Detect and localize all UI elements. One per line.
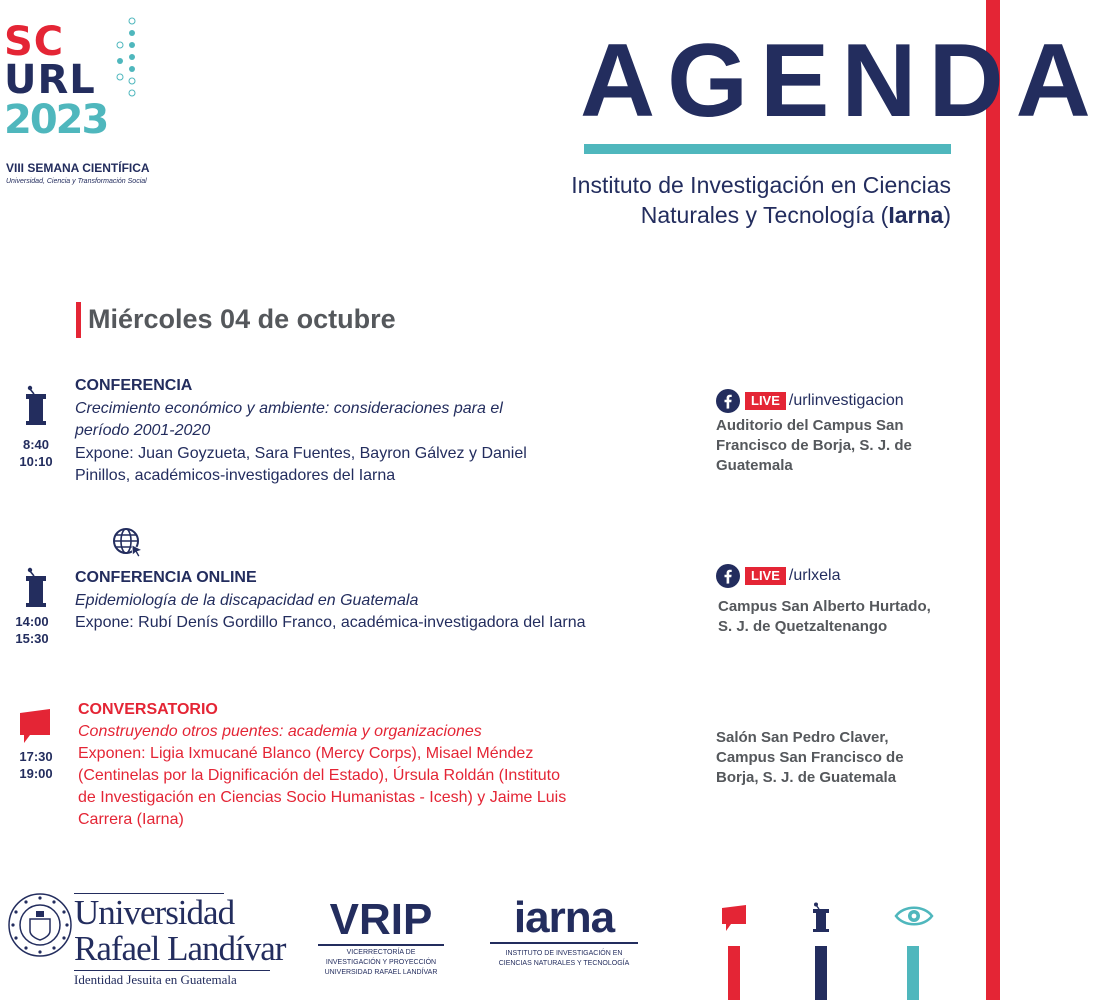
globe-icon xyxy=(112,527,144,557)
vrip-sub-line: VICERRECTORÍA DE xyxy=(346,949,416,956)
vrip-divider xyxy=(318,944,444,946)
logo-semana: VIII SEMANA CIENTÍFICA xyxy=(6,161,150,175)
title-line: Construyendo otros puentes: academia y organizaciones xyxy=(78,723,482,740)
location-line: Campus San Alberto Hurtado, xyxy=(718,598,931,615)
scurl-2023-logo xyxy=(4,16,154,196)
speaker-line: Pinillos, académicos-investigadores del Iarna xyxy=(75,467,396,484)
event-title xyxy=(75,590,635,612)
time-start: 17:30 xyxy=(19,749,53,764)
location-line: Auditorio del Campus San xyxy=(716,417,904,434)
url-logo-name-line2: Rafael Landívar xyxy=(74,929,286,968)
event-location xyxy=(716,416,956,476)
logo-year: 2023 xyxy=(4,97,108,143)
speaker-line: Expone: Rubí Denís Gordillo Franco, académica-investigadora del Iarna xyxy=(75,614,586,631)
dots-decoration-icon xyxy=(108,16,148,106)
location-line: Campus San Francisco de xyxy=(716,749,904,766)
live-badge: LIVE xyxy=(745,567,786,585)
subtitle-iarna: Iarna xyxy=(888,202,944,228)
date-accent-bar xyxy=(76,302,81,338)
iarna-sub-line: INSTITUTO DE INVESTIGACIÓN EN xyxy=(505,950,623,957)
event-time xyxy=(4,613,60,647)
agenda-title: AGENDA xyxy=(580,23,1103,139)
institute-subtitle xyxy=(460,170,951,230)
location-line: Guatemala xyxy=(716,457,793,474)
title-line: período 2001-2020 xyxy=(75,422,211,439)
vrip-sub-line: INVESTIGACIÓN Y PROYECCIÓN xyxy=(325,959,437,966)
subtitle-line2-prefix: Naturales y Tecnología ( xyxy=(640,202,889,228)
iarna-divider xyxy=(490,942,638,944)
speaker-line: (Centinelas por la Dignificación del Estado), Úrsula Roldán (Instituto xyxy=(78,767,561,784)
iarna-sub-line: CIENCIAS NATURALES Y TECNOLOGÍA xyxy=(498,960,630,967)
subtitle-line2 xyxy=(460,200,951,230)
event-location xyxy=(718,597,958,637)
legend-bar-red xyxy=(728,946,740,1000)
logo-tagline: Universidad, Ciencia y Transformación Social xyxy=(6,178,147,185)
event-type: CONVERSATORIO xyxy=(78,701,218,718)
location-line: Francisco de Borja, S. J. de xyxy=(716,437,912,454)
facebook-handle: /urlinvestigacion xyxy=(788,392,904,409)
live-badge: LIVE xyxy=(745,392,786,410)
url-logo-name-line1: Universidad xyxy=(74,893,235,932)
event-type: CONFERENCIA ONLINE xyxy=(75,569,257,586)
event-speakers xyxy=(78,743,678,831)
right-accent-bar xyxy=(986,0,1000,1000)
speaker-line: Expone: Juan Goyzueta, Sara Fuentes, Bayron Gálvez y Daniel xyxy=(75,445,527,462)
speech-bubble-icon xyxy=(18,707,52,745)
event-title xyxy=(78,721,638,743)
event-location xyxy=(716,728,956,788)
legend-bar-navy xyxy=(815,946,827,1000)
speaker-line: Carrera (Iarna) xyxy=(78,811,184,828)
logo-sc: SC xyxy=(4,19,65,65)
event-speakers xyxy=(75,443,675,487)
facebook-live-link[interactable] xyxy=(716,564,840,588)
time-end: 19:00 xyxy=(19,766,53,781)
time-end: 15:30 xyxy=(15,631,49,646)
event-speakers xyxy=(75,612,695,634)
event-time xyxy=(8,748,64,782)
event-time xyxy=(8,436,64,470)
event-title xyxy=(75,398,635,442)
url-logo-divider xyxy=(74,970,270,971)
vrip-logo: VRIP xyxy=(329,895,433,944)
url-logo-tagline: Identidad Jesuita en Guatemala xyxy=(74,972,237,987)
facebook-icon xyxy=(716,389,740,413)
date-heading: Miércoles 04 de octubre xyxy=(88,304,396,334)
facebook-handle: /urlxela xyxy=(788,567,841,584)
location-line: Borja, S. J. de Guatemala xyxy=(716,769,897,786)
title-line: Crecimiento económico y ambiente: consideraciones para el xyxy=(75,400,503,417)
logo-url: URL xyxy=(4,57,96,103)
location-line: S. J. de Quetzaltenango xyxy=(718,618,888,635)
facebook-icon xyxy=(716,564,740,588)
event-type: CONFERENCIA xyxy=(75,377,193,394)
location-line: Salón San Pedro Claver, xyxy=(716,729,889,746)
subtitle-line1: Instituto de Investigación en Ciencias xyxy=(571,172,951,198)
eye-icon xyxy=(894,903,934,929)
speaker-line: de Investigación en Ciencias Socio Humanistas - Icesh) y Jaime Luis xyxy=(78,789,567,806)
title-line: Epidemiología de la discapacidad en Guatemala xyxy=(75,592,419,609)
vrip-subtitle xyxy=(306,948,456,978)
lectern-icon xyxy=(22,567,50,609)
vrip-sub-line: UNIVERSIDAD RAFAEL LANDÍVAR xyxy=(324,969,438,976)
time-end: 10:10 xyxy=(19,454,53,469)
agenda-underline xyxy=(584,144,951,154)
subtitle-line2-suffix: ) xyxy=(943,202,951,228)
time-start: 8:40 xyxy=(22,437,50,452)
speech-bubble-icon xyxy=(721,904,747,932)
time-start: 14:00 xyxy=(15,614,49,629)
lectern-icon xyxy=(810,902,832,934)
lectern-icon xyxy=(22,385,50,427)
facebook-live-link[interactable] xyxy=(716,389,904,413)
speaker-line: Exponen: Ligia Ixmucané Blanco (Mercy Corps), Misael Méndez xyxy=(78,745,534,762)
url-seal-icon xyxy=(8,893,72,957)
iarna-subtitle xyxy=(474,949,654,969)
legend-bar-teal xyxy=(907,946,919,1000)
iarna-logo: iarna xyxy=(513,893,615,942)
